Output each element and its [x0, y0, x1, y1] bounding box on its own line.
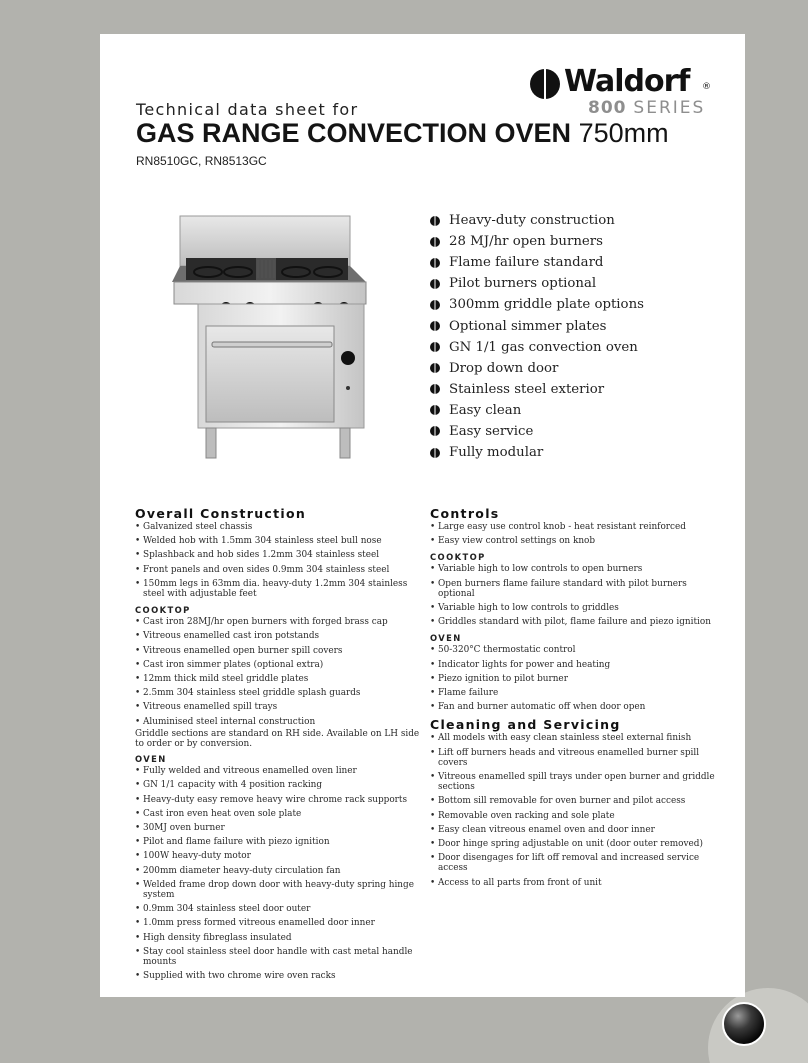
feature-item — [430, 337, 644, 358]
controls-cooktop-list — [430, 564, 720, 627]
list-item: • Galvanized steel chassis — [135, 522, 425, 532]
list-item: • Indicator lights for power and heating — [430, 660, 720, 670]
list-item: • Easy clean vitreous enamel oven and door inner — [430, 825, 720, 835]
list-item: • Welded frame drop down door with heavy-duty spring hinge system — [135, 880, 425, 900]
list-item: • Stay cool stainless steel door handle with cast metal handle mounts — [135, 947, 425, 967]
feature-label: Heavy-duty construction — [449, 213, 615, 229]
feature-label: GN 1/1 gas convection oven — [449, 339, 638, 355]
list-item: • Removable oven racking and sole plate — [430, 811, 720, 821]
list-item: • Door disengages for lift off removal and increased service access — [430, 853, 720, 873]
oven-list — [135, 766, 425, 981]
feature-label: Optional simmer plates — [449, 318, 607, 334]
feature-label: 28 MJ/hr open burners — [449, 234, 603, 250]
list-item: • Flame failure — [430, 688, 720, 698]
list-item: • 50-320°C thermostatic control — [430, 645, 720, 655]
half-circle-bullet-icon — [430, 321, 440, 331]
subsection-heading: COOKTOP — [135, 605, 191, 616]
half-circle-bullet-icon — [430, 258, 440, 268]
title-main: GAS RANGE CONVECTION OVEN — [136, 118, 572, 148]
half-circle-bullet-icon — [430, 363, 440, 373]
list-item: • Vitreous enamelled open burner spill covers — [135, 646, 425, 656]
registered-mark: ® — [702, 82, 711, 92]
half-circle-bullet-icon — [430, 279, 440, 289]
series-word: SERIES — [633, 98, 706, 118]
list-item: • 12mm thick mild steel griddle plates — [135, 674, 425, 684]
feature-label: Easy service — [449, 423, 534, 439]
list-item: • 150mm legs in 63mm dia. heavy-duty 1.2mm 304 stainless steel with adjustable feet — [135, 579, 425, 599]
overall-list — [135, 522, 425, 599]
list-item: • Pilot and flame failure with piezo ignition — [135, 837, 425, 847]
list-item: • Griddles standard with pilot, flame failure and piezo ignition — [430, 617, 720, 627]
subsection-heading: COOKTOP — [430, 552, 486, 563]
half-circle-bullet-icon — [430, 405, 440, 415]
section-heading: Cleaning and Servicing — [430, 717, 621, 733]
series-number: 800 — [588, 98, 627, 118]
subsection-heading: OVEN — [430, 633, 462, 644]
half-circle-bullet-icon — [430, 448, 440, 458]
list-item: • Supplied with two chrome wire oven racks — [135, 971, 425, 981]
feature-list — [430, 210, 644, 463]
controls-list — [430, 522, 720, 546]
list-item: • Front panels and oven sides 0.9mm 304 stainless steel — [135, 565, 425, 575]
feature-label: 300mm griddle plate options — [449, 297, 644, 313]
list-item: • Variable high to low controls to griddles — [430, 603, 720, 613]
list-item: • Easy view control settings on knob — [430, 536, 720, 546]
list-item: • Cast iron simmer plates (optional extra) — [135, 660, 425, 670]
half-circle-bullet-icon — [430, 384, 440, 394]
controls-oven-list — [430, 645, 720, 712]
feature-label: Drop down door — [449, 360, 559, 376]
list-item: • Variable high to low controls to open burners — [430, 564, 720, 574]
list-item: • 30MJ oven burner — [135, 823, 425, 833]
feature-item — [430, 379, 644, 400]
half-circle-bullet-icon — [430, 300, 440, 310]
section-heading: Overall Construction — [135, 506, 307, 521]
list-item: • Vitreous enamelled cast iron potstands — [135, 631, 425, 641]
list-item: • Access to all parts from front of unit — [430, 878, 720, 888]
list-item: • Lift off burners heads and vitreous enamelled burner spill covers — [430, 748, 720, 768]
list-item: • Fully welded and vitreous enamelled oven liner — [135, 766, 425, 776]
half-circle-bullet-icon — [430, 216, 440, 226]
gas-range-product-image — [168, 212, 378, 472]
waldorf-logo — [530, 66, 720, 116]
list-item: • Bottom sill removable for oven burner and pilot access — [430, 796, 720, 806]
feature-item — [430, 315, 644, 336]
list-item: • GN 1/1 capacity with 4 position racking — [135, 780, 425, 790]
subsection-heading: OVEN — [135, 754, 167, 765]
brand-name: Waldorf — [564, 64, 690, 99]
feature-label: Easy clean — [449, 402, 522, 418]
half-circle-bullet-icon — [430, 426, 440, 436]
list-item: • Vitreous enamelled spill trays under open burner and griddle sections — [430, 772, 720, 792]
list-item: • 1.0mm press formed vitreous enamelled door inner — [135, 918, 425, 928]
list-item: • Piezo ignition to pilot burner — [430, 674, 720, 684]
waldorf-logo-mark-icon — [530, 69, 560, 99]
feature-item — [430, 421, 644, 442]
list-item: • Welded hob with 1.5mm 304 stainless steel bull nose — [135, 536, 425, 546]
list-item: • Aluminised steel internal construction — [135, 717, 425, 727]
list-item: • 100W heavy-duty motor — [135, 851, 425, 861]
section-heading: Controls — [430, 506, 500, 521]
cleaning-list — [430, 733, 720, 887]
list-item: • High density fibreglass insulated — [135, 933, 425, 943]
list-item: • Large easy use control knob - heat resistant reinforced — [430, 522, 720, 532]
list-item: • 200mm diameter heavy-duty circulation fan — [135, 866, 425, 876]
list-item: • Splashback and hob sides 1.2mm 304 stainless steel — [135, 550, 425, 560]
list-item: • Open burners flame failure standard with pilot burners optional — [430, 579, 720, 599]
list-item: • Door hinge spring adjustable on unit (door outer removed) — [430, 839, 720, 849]
model-numbers: RN8510GC, RN8513GC — [136, 154, 267, 168]
feature-item — [430, 400, 644, 421]
feature-item — [430, 231, 644, 252]
list-item: • Cast iron even heat oven sole plate — [135, 809, 425, 819]
feature-item — [430, 442, 644, 463]
half-circle-bullet-icon — [430, 237, 440, 247]
feature-item — [430, 358, 644, 379]
griddle-note: Griddle sections are standard on RH side. Available on LH side to order or by conversion. — [135, 728, 420, 750]
list-item: • 2.5mm 304 stainless steel griddle splash guards — [135, 688, 425, 698]
list-item: • Cast iron 28MJ/hr open burners with forged brass cap — [135, 617, 425, 627]
feature-item — [430, 252, 644, 273]
list-item: • Vitreous enamelled spill trays — [135, 702, 425, 712]
list-item: • 0.9mm 304 stainless steel door outer — [135, 904, 425, 914]
half-circle-bullet-icon — [430, 342, 440, 352]
list-item: • All models with easy clean stainless steel external finish — [430, 733, 720, 743]
black-sphere-icon — [722, 1002, 766, 1046]
cooktop-list — [135, 617, 425, 727]
feature-label: Flame failure standard — [449, 255, 604, 271]
list-item: • Fan and burner automatic off when door open — [430, 702, 720, 712]
controls-section — [430, 504, 720, 892]
brand-series — [588, 98, 705, 118]
feature-label: Fully modular — [449, 445, 544, 461]
feature-item — [430, 210, 644, 231]
feature-label: Pilot burners optional — [449, 276, 597, 292]
overall-construction-section — [135, 504, 425, 986]
document-subtitle: Technical data sheet for — [136, 100, 359, 119]
feature-label: Stainless steel exterior — [449, 381, 605, 397]
feature-item — [430, 294, 644, 315]
feature-item — [430, 273, 644, 294]
title-size: 750mm — [578, 118, 669, 148]
document-title — [136, 118, 669, 149]
list-item: • Heavy-duty easy remove heavy wire chrome rack supports — [135, 795, 425, 805]
